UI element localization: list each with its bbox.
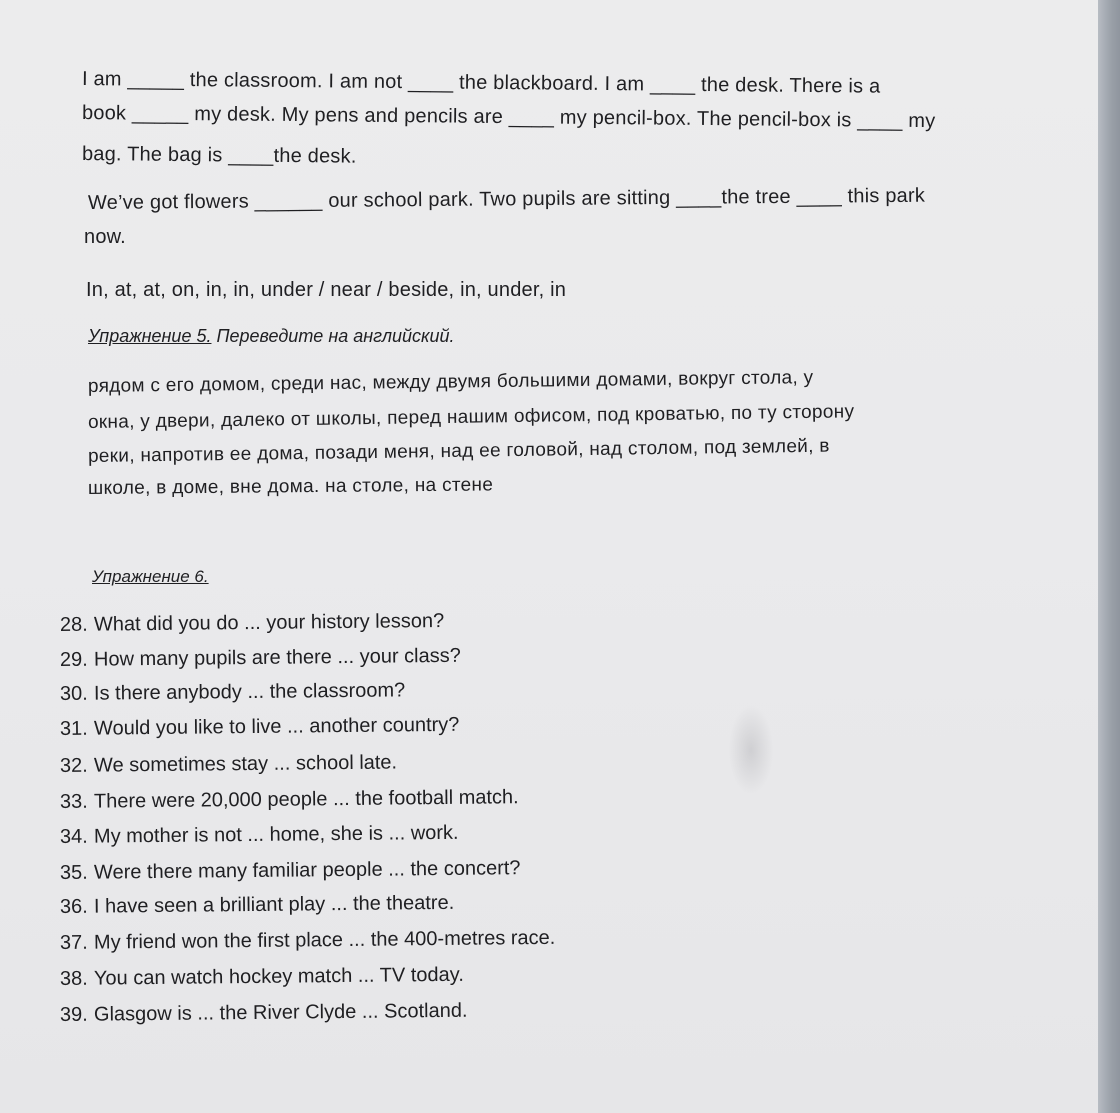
item-number: 31. <box>59 717 88 740</box>
item-text: There were 20,000 people ... the football match. <box>93 786 519 813</box>
item-text: I have seen a brilliant play ... the theatre. <box>93 891 455 918</box>
paragraph-1-line-3: bag. The bag is ____the desk. <box>81 143 357 168</box>
exercise-6-title: Упражнение 6. <box>92 567 209 586</box>
item-text: What did you do ... your history lesson? <box>93 609 445 636</box>
item-text: Would you like to live ... another country? <box>93 713 460 740</box>
item-text: Were there many familiar people ... the concert? <box>93 857 521 884</box>
item-text: My friend won the first place ... the 400-metres race. <box>93 926 556 954</box>
item-number: 37. <box>59 931 88 954</box>
exercise-5-line-3: реки, напротив ее дома, позади меня, над ее головой, над столом, под землей, в <box>87 435 830 467</box>
item-number: 33. <box>59 790 88 813</box>
item-number: 38. <box>59 967 88 990</box>
paragraph-1-line-2: book _____ my desk. My pens and pencils are ____ my pencil-box. The pencil-box is ____ my <box>81 102 936 133</box>
item-number: 34. <box>59 825 88 848</box>
paragraph-2-line-2: now. <box>84 226 126 248</box>
item-number: 29. <box>59 648 88 671</box>
exercise-6-item-36 <box>60 892 454 919</box>
exercise-5-line-1: рядом с его домом, среди нас, между двумя большими домами, вокруг стола, у <box>87 367 814 397</box>
exercise-5-line-4: школе, в доме, вне дома. на столе, на стене <box>87 474 494 499</box>
exercise-5-line-2: окна, у двери, далеко от школы, перед нашим офисом, под кроватью, по ту сторону <box>87 401 855 433</box>
item-text: Glasgow is ... the River Clyde ... Scotland. <box>93 999 468 1026</box>
exercise-6-item-31 <box>60 714 460 741</box>
item-number: 35. <box>59 861 88 884</box>
exercise-6-item-33 <box>60 786 519 814</box>
paper-smudge <box>728 705 774 795</box>
exercise-6-item-37 <box>60 927 556 955</box>
item-text: Is there anybody ... the classroom? <box>93 679 406 705</box>
item-text: We sometimes stay ... school late. <box>93 751 398 777</box>
paragraph-2-line-1: We’ve got flowers ______ our school park. Two pupils are sitting ____the tree ____ this park <box>87 184 926 214</box>
item-number: 28. <box>59 613 88 636</box>
exercise-5-label: Упражнение 5. <box>88 326 212 346</box>
exercise-6-item-39 <box>60 1000 468 1027</box>
item-text: How many pupils are there ... your class? <box>93 644 461 671</box>
item-number: 32. <box>59 754 88 777</box>
exercise-6-item-30 <box>60 679 406 706</box>
answer-key: In, at, at, on, in, in, under / near / beside, in, under, in <box>86 279 567 301</box>
exercise-6-item-38 <box>60 964 464 991</box>
item-number: 39. <box>59 1003 88 1026</box>
exercise-6-item-28 <box>60 610 444 637</box>
item-text: My mother is not ... home, she is ... work. <box>93 821 459 848</box>
paragraph-1-line-1: I am _____ the classroom. I am not ____ the blackboard. I am ____ the desk. There is a <box>81 68 881 98</box>
exercise-6-item-34 <box>60 822 459 849</box>
exercise-5-instruction: Переведите на английский. <box>211 326 455 346</box>
exercise-6-item-35 <box>60 857 521 885</box>
item-number: 30. <box>59 682 88 705</box>
exercise-5-title <box>88 326 455 347</box>
exercise-6-item-32 <box>60 751 397 778</box>
exercise-6-item-29 <box>60 645 461 672</box>
item-number: 36. <box>59 895 88 918</box>
item-text: You can watch hockey match ... TV today. <box>93 963 464 990</box>
